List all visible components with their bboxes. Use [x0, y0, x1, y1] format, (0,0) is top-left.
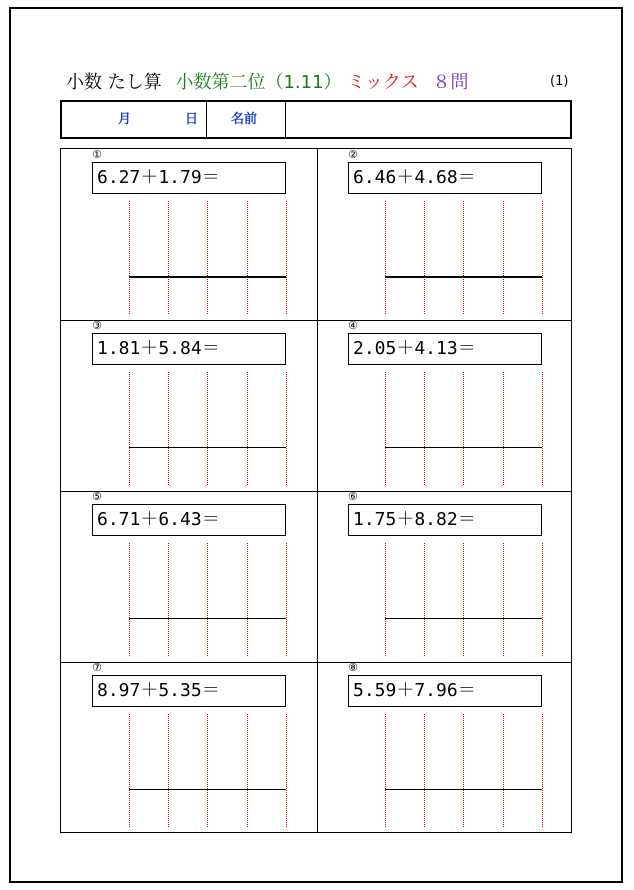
column-guide — [286, 543, 287, 656]
name-label-cell — [207, 102, 286, 137]
column-guide — [424, 201, 425, 314]
page-number: (1) — [550, 74, 569, 89]
answer-line — [385, 276, 542, 278]
column-guide — [503, 372, 504, 485]
column-guide — [286, 201, 287, 314]
column-guide — [168, 543, 169, 656]
column-guide — [424, 372, 425, 485]
column-guide — [286, 372, 287, 485]
column-guide — [129, 714, 130, 827]
name-label: 名前 — [231, 112, 258, 127]
name-date-box — [60, 100, 572, 139]
answer-line — [129, 276, 286, 278]
problem-expression: 5.59＋7.96＝ — [348, 675, 542, 707]
column-guide — [168, 201, 169, 314]
answer-line — [385, 618, 542, 619]
date-cell — [62, 102, 207, 137]
problem-cell-3 — [61, 320, 316, 491]
column-guide — [385, 372, 386, 485]
problem-number: ⑤ — [92, 490, 102, 503]
problem-cell-7 — [61, 662, 316, 833]
column-guide — [207, 372, 208, 485]
problem-expression: 1.75＋8.82＝ — [348, 504, 542, 536]
column-guide — [424, 543, 425, 656]
column-guide — [542, 201, 543, 314]
column-guide — [463, 201, 464, 314]
column-guide — [385, 201, 386, 314]
problem-number: ③ — [92, 319, 102, 332]
problem-number: ① — [92, 148, 102, 161]
column-guide — [542, 372, 543, 485]
problem-cell-1 — [61, 149, 316, 320]
column-guide — [503, 201, 504, 314]
month-label: 月 — [118, 112, 132, 127]
answer-line — [129, 789, 286, 790]
title-mix: ミックス — [347, 72, 419, 93]
problem-number: ② — [348, 148, 358, 161]
column-guide — [542, 714, 543, 827]
column-guide — [247, 543, 248, 656]
day-label: 日 — [185, 112, 199, 127]
column-guide — [168, 372, 169, 485]
column-guide — [503, 714, 504, 827]
problem-cell-5 — [61, 491, 316, 662]
problem-cell-8 — [317, 662, 572, 833]
problem-expression: 1.81＋5.84＝ — [92, 333, 286, 365]
problem-number: ⑧ — [348, 661, 358, 674]
column-guide — [424, 714, 425, 827]
column-guide — [207, 714, 208, 827]
answer-line — [385, 789, 542, 790]
answer-line — [129, 447, 286, 448]
column-guide — [129, 201, 130, 314]
column-guide — [207, 543, 208, 656]
column-guide — [385, 714, 386, 827]
problem-expression: 2.05＋4.13＝ — [348, 333, 542, 365]
name-field[interactable] — [286, 102, 570, 137]
column-guide — [463, 543, 464, 656]
column-guide — [286, 714, 287, 827]
answer-line — [129, 618, 286, 619]
problem-expression: 6.71＋6.43＝ — [92, 504, 286, 536]
title-problem-count: ８問 — [432, 72, 469, 93]
column-guide — [247, 372, 248, 485]
problem-cell-4 — [317, 320, 572, 491]
title-decimal-addition: 小数 たし算 — [66, 72, 162, 93]
column-guide — [129, 543, 130, 656]
column-guide — [168, 714, 169, 827]
column-guide — [247, 714, 248, 827]
problem-expression: 6.46＋4.68＝ — [348, 162, 542, 194]
column-guide — [503, 543, 504, 656]
answer-line — [385, 447, 542, 448]
column-guide — [247, 201, 248, 314]
column-guide — [542, 543, 543, 656]
column-guide — [463, 714, 464, 827]
problem-expression: 8.97＋5.35＝ — [92, 675, 286, 707]
column-guide — [463, 372, 464, 485]
column-guide — [385, 543, 386, 656]
title-second-decimal-place: 小数第二位（1.11） — [175, 72, 342, 93]
column-guide — [207, 201, 208, 314]
problem-number: ⑥ — [348, 490, 358, 503]
problem-expression: 6.27＋1.79＝ — [92, 162, 286, 194]
problem-number: ⑦ — [92, 661, 102, 674]
worksheet-title — [66, 70, 468, 96]
problem-number: ④ — [348, 319, 358, 332]
problem-cell-6 — [317, 491, 572, 662]
problem-grid — [60, 148, 572, 833]
column-guide — [129, 372, 130, 485]
problem-cell-2 — [317, 149, 572, 320]
